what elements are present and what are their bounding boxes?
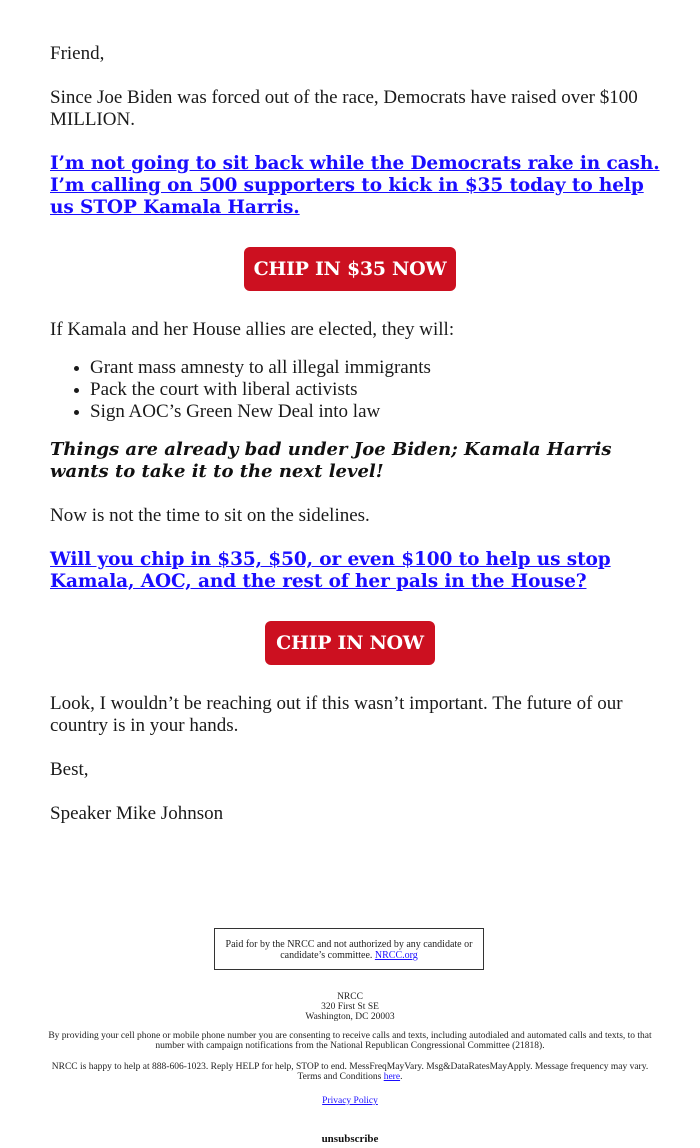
help-text: NRCC is happy to help at 888-606-1023. Reply HELP for help, STOP to end. MessFreqMayVary. Msg&DataRatesMayApply. Message frequency may vary. Terms and Conditions here.: [51, 1062, 649, 1082]
mailing-address: [0, 992, 700, 1022]
chip-in-now-button[interactable]: CHIP IN NOW: [265, 621, 435, 665]
headline-donate-link[interactable]: I’m not going to sit back while the Democrats rake in cash. I’m calling on 500 supporters to kick in $35 today to help us STOP Kamala Harris.: [50, 153, 660, 218]
sidelines-paragraph: Now is not the time to sit on the sidelines.: [50, 505, 370, 526]
street-address: 320 First St SE: [321, 1002, 379, 1012]
privacy-row: [0, 1096, 700, 1106]
disclaimer-text: Paid for by the NRCC and not authorized by any candidate or candidate’s committee.: [225, 939, 473, 961]
chip-in-35-button[interactable]: CHIP IN $35 NOW: [244, 247, 456, 291]
policy-list: [50, 357, 431, 423]
city-address: Washington, DC 20003: [305, 1012, 395, 1022]
paid-for-disclaimer-box: [214, 928, 484, 970]
signature: Speaker Mike Johnson: [50, 803, 224, 824]
list-item: Grant mass amnesty to all illegal immigrants: [90, 357, 431, 378]
emphasis-paragraph: Things are already bad under Joe Biden; Kamala Harris wants to take it to the next level!: [50, 439, 612, 482]
lead-paragraph: If Kamala and her House allies are elected, they will:: [50, 319, 455, 340]
privacy-policy-link[interactable]: Privacy Policy: [322, 1096, 378, 1106]
unsubscribe-link[interactable]: unsubscribe: [321, 1133, 379, 1145]
list-item: Pack the court with liberal activists: [90, 379, 431, 401]
greeting: Friend,: [50, 43, 105, 64]
chip-in-amounts-link[interactable]: Will you chip in $35, $50, or even $100 to help us stop Kamala, AOC, and the rest of her pals in the House?: [50, 549, 611, 592]
intro-paragraph: Since Joe Biden was forced out of the race, Democrats have raised over $100 MILLION.: [50, 87, 638, 130]
sms-consent-text: By providing your cell phone or mobile phone number you are consenting to receive calls and texts, including autodialed and automated calls and texts, to that number with campaign notifications from the National Republican Congressional Committee (21818).: [48, 1031, 652, 1051]
org-name: NRCC: [337, 992, 363, 1002]
help-message: NRCC is happy to help at 888-606-1023. Reply HELP for help, STOP to end. MessFreqMayVary. Msg&DataRatesMayApply. Message frequency may vary. Terms and Conditions: [51, 1062, 649, 1082]
list-item: Sign AOC’s Green New Deal into law: [90, 401, 431, 423]
signoff: Best,: [50, 759, 89, 780]
closing-paragraph: Look, I wouldn’t be reaching out if this wasn’t important. The future of our country is in your hands.: [50, 693, 623, 736]
terms-link[interactable]: here: [383, 1072, 401, 1082]
nrcc-org-link[interactable]: NRCC.org: [374, 950, 418, 961]
